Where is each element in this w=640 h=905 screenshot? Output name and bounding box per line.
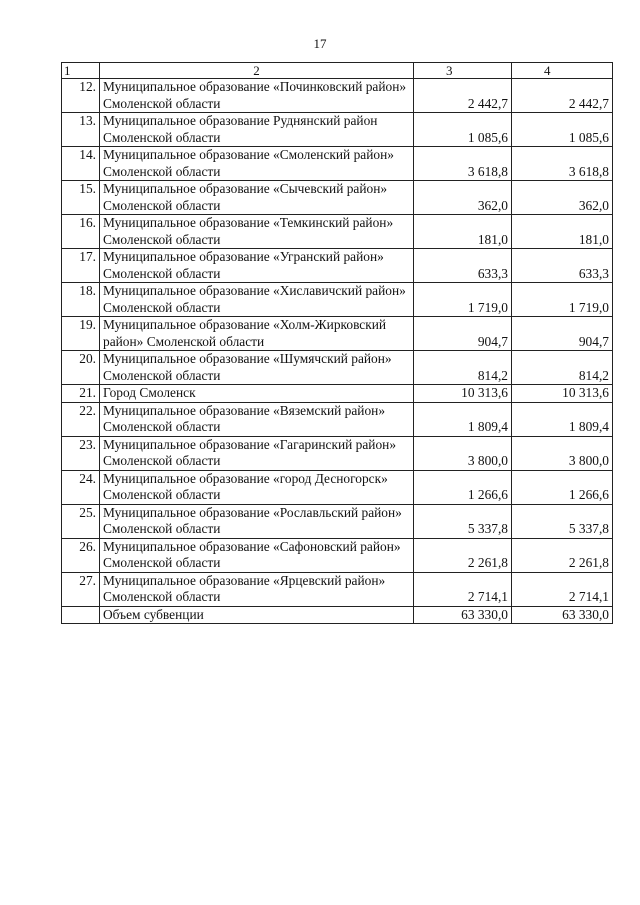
table-row — [62, 215, 613, 249]
municipality-name: Муниципальное образование «Холм-Жирковский район» Смоленской области — [100, 317, 414, 351]
municipality-name: Муниципальное образование «Хиславичский район» Смоленской области — [100, 283, 414, 317]
row-number: 13. — [62, 113, 100, 147]
value-col-4: 10 313,6 — [512, 385, 613, 403]
value-col-4: 3 800,0 — [512, 436, 613, 470]
table-row — [62, 351, 613, 385]
header-col-1: 1 — [62, 63, 100, 79]
municipality-name: Муниципальное образование «Рославльский район» Смоленской области — [100, 504, 414, 538]
municipality-name: Муниципальное образование Руднянский район Смоленской области — [100, 113, 414, 147]
value-col-4: 2 442,7 — [512, 79, 613, 113]
value-col-3: 2 714,1 — [414, 572, 512, 606]
row-number: 21. — [62, 385, 100, 403]
value-col-3: 3 800,0 — [414, 436, 512, 470]
table-row — [62, 572, 613, 606]
row-number: 20. — [62, 351, 100, 385]
municipality-name: Муниципальное образование «Смоленский район» Смоленской области — [100, 147, 414, 181]
municipality-name: Муниципальное образование «Гагаринский район» Смоленской области — [100, 436, 414, 470]
row-number: 24. — [62, 470, 100, 504]
value-col-4: 2 714,1 — [512, 572, 613, 606]
value-col-3: 1 266,6 — [414, 470, 512, 504]
row-number: 23. — [62, 436, 100, 470]
municipality-name: Муниципальное образование «Угранский район» Смоленской области — [100, 249, 414, 283]
value-col-3: 1 085,6 — [414, 113, 512, 147]
table-row — [62, 283, 613, 317]
row-number: 15. — [62, 181, 100, 215]
table-row — [62, 249, 613, 283]
value-col-4: 633,3 — [512, 249, 613, 283]
header-col-2: 2 — [100, 63, 414, 79]
municipality-name: Муниципальное образование «Починковский район» Смоленской области — [100, 79, 414, 113]
value-col-3: 814,2 — [414, 351, 512, 385]
table-row — [62, 504, 613, 538]
row-number: 14. — [62, 147, 100, 181]
table-row — [62, 317, 613, 351]
municipality-name: Муниципальное образование «Темкинский район» Смоленской области — [100, 215, 414, 249]
header-col-4: 4 — [512, 63, 613, 79]
table-row — [62, 385, 613, 403]
row-number: 19. — [62, 317, 100, 351]
row-number: 18. — [62, 283, 100, 317]
row-number: 25. — [62, 504, 100, 538]
value-col-3: 10 313,6 — [414, 385, 512, 403]
municipality-name: Муниципальное образование «Вяземский район» Смоленской области — [100, 402, 414, 436]
value-col-3: 2 261,8 — [414, 538, 512, 572]
value-col-4: 5 337,8 — [512, 504, 613, 538]
value-col-4: 1 809,4 — [512, 402, 613, 436]
value-col-3: 1 809,4 — [414, 402, 512, 436]
value-col-3: 5 337,8 — [414, 504, 512, 538]
municipality-name: Муниципальное образование «Сафоновский район» Смоленской области — [100, 538, 414, 572]
municipality-name: Муниципальное образование «Ярцевский район» Смоленской области — [100, 572, 414, 606]
value-col-4: 181,0 — [512, 215, 613, 249]
row-number: 22. — [62, 402, 100, 436]
table-row — [62, 538, 613, 572]
header-col-3: 3 — [414, 63, 512, 79]
value-col-4: 814,2 — [512, 351, 613, 385]
value-col-4: 904,7 — [512, 317, 613, 351]
table-header — [62, 63, 613, 79]
value-col-4: 1 719,0 — [512, 283, 613, 317]
total-number — [62, 606, 100, 624]
table-row — [62, 113, 613, 147]
table-body — [62, 79, 613, 624]
value-col-3: 1 719,0 — [414, 283, 512, 317]
subsidy-table — [61, 62, 613, 624]
municipality-name: Муниципальное образование «Шумячский район» Смоленской области — [100, 351, 414, 385]
municipality-name: Город Смоленск — [100, 385, 414, 403]
value-col-3: 633,3 — [414, 249, 512, 283]
municipality-name: Муниципальное образование «город Десногорск» Смоленской области — [100, 470, 414, 504]
row-number: 12. — [62, 79, 100, 113]
row-number: 26. — [62, 538, 100, 572]
table-row — [62, 147, 613, 181]
value-col-3: 362,0 — [414, 181, 512, 215]
value-col-4: 1 085,6 — [512, 113, 613, 147]
table-row — [62, 470, 613, 504]
table-row — [62, 436, 613, 470]
value-col-3: 181,0 — [414, 215, 512, 249]
table-row — [62, 79, 613, 113]
municipality-name: Муниципальное образование «Сычевский район» Смоленской области — [100, 181, 414, 215]
table-row — [62, 402, 613, 436]
row-number: 16. — [62, 215, 100, 249]
value-col-3: 904,7 — [414, 317, 512, 351]
value-col-4: 362,0 — [512, 181, 613, 215]
total-col-4: 63 330,0 — [512, 606, 613, 624]
total-label: Объем субвенции — [100, 606, 414, 624]
value-col-3: 3 618,8 — [414, 147, 512, 181]
value-col-3: 2 442,7 — [414, 79, 512, 113]
table-row — [62, 181, 613, 215]
value-col-4: 3 618,8 — [512, 147, 613, 181]
value-col-4: 1 266,6 — [512, 470, 613, 504]
total-col-3: 63 330,0 — [414, 606, 512, 624]
total-row — [62, 606, 613, 624]
page-number: 17 — [313, 36, 327, 51]
row-number: 27. — [62, 572, 100, 606]
value-col-4: 2 261,8 — [512, 538, 613, 572]
row-number: 17. — [62, 249, 100, 283]
